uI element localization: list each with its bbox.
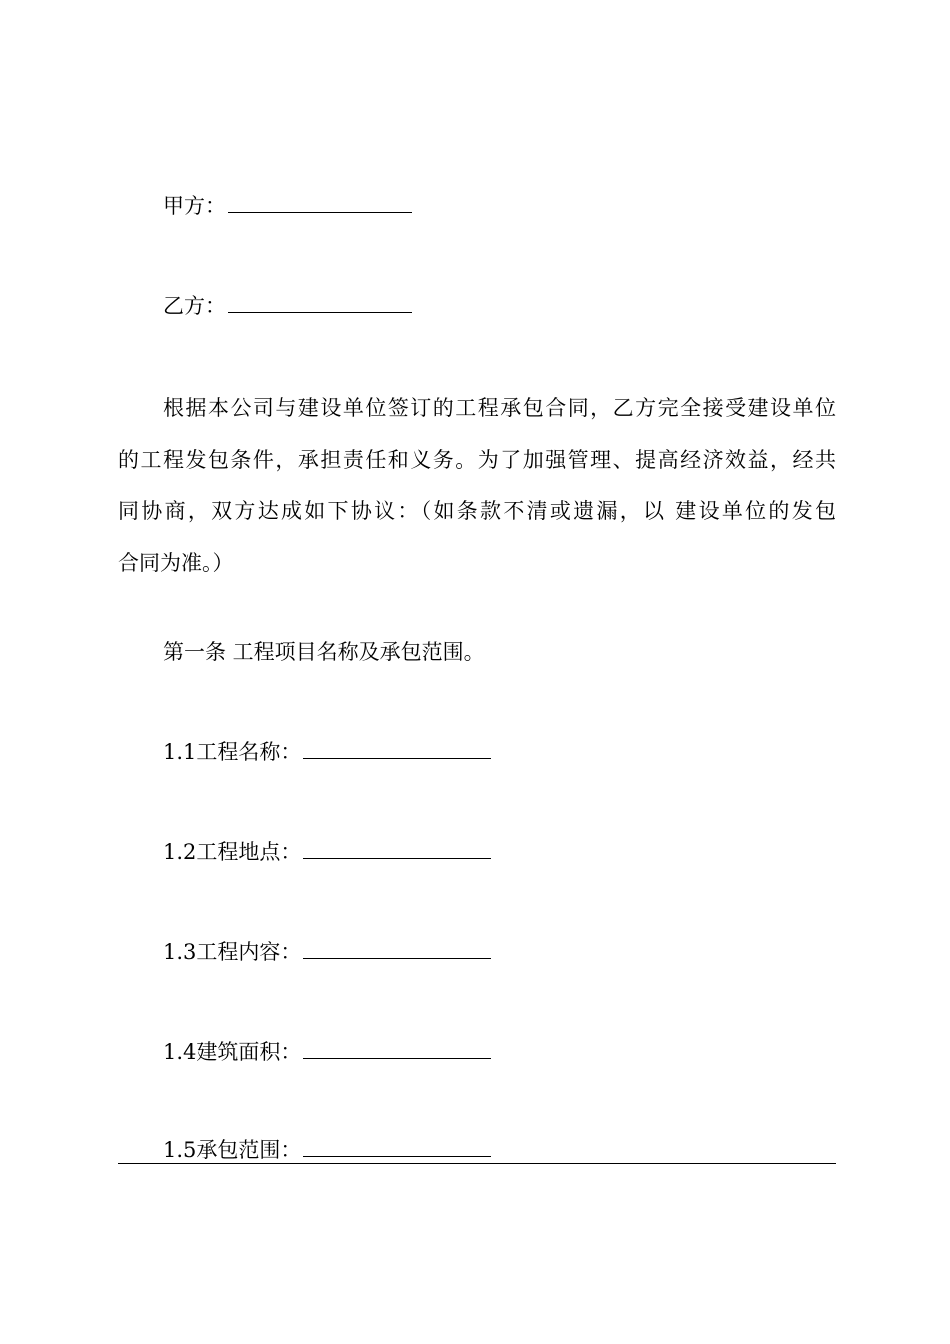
party-a-label: 甲方： (163, 194, 226, 218)
party-a-blank (228, 196, 412, 213)
party-b-label: 乙方： (163, 294, 226, 318)
item-2-blank (303, 842, 491, 859)
footer-divider (118, 1163, 836, 1164)
item-2-label: 1.2工程地点： (163, 840, 302, 864)
item-2-line (163, 842, 491, 863)
item-3-blank (303, 942, 491, 959)
party-b-blank (228, 296, 412, 313)
intro-line-3: 同协商，双方达成如下协议：（如条款不清或遗漏，以 建设单位的发包 (118, 499, 836, 523)
item-4-line (163, 1042, 491, 1063)
item-4-label: 1.4建筑面积： (163, 1040, 302, 1064)
item-4-blank (303, 1042, 491, 1059)
intro-paragraph (118, 383, 836, 589)
item-5-label: 1.5承包范围： (163, 1138, 302, 1162)
item-5-line (163, 1140, 491, 1161)
item-1-blank (303, 742, 491, 759)
item-1-label: 1.1工程名称： (163, 740, 302, 764)
item-5-blank (303, 1140, 491, 1157)
intro-line-2: 的工程发包条件，承担责任和义务。为了加强管理、提高经济效益，经共 (118, 447, 836, 472)
article-1-title: 第一条 工程项目名称及承包范围。 (163, 640, 485, 664)
party-b-line (163, 296, 412, 317)
item-3-label: 1.3工程内容： (163, 940, 302, 964)
item-3-line (163, 942, 491, 963)
party-a-line (163, 196, 412, 217)
intro-line-4: 合同为准。） (118, 550, 234, 575)
item-1-line (163, 742, 491, 763)
intro-line-1: 根据本公司与建设单位签订的工程承包合同，乙方完全接受建设单位 (163, 396, 836, 420)
